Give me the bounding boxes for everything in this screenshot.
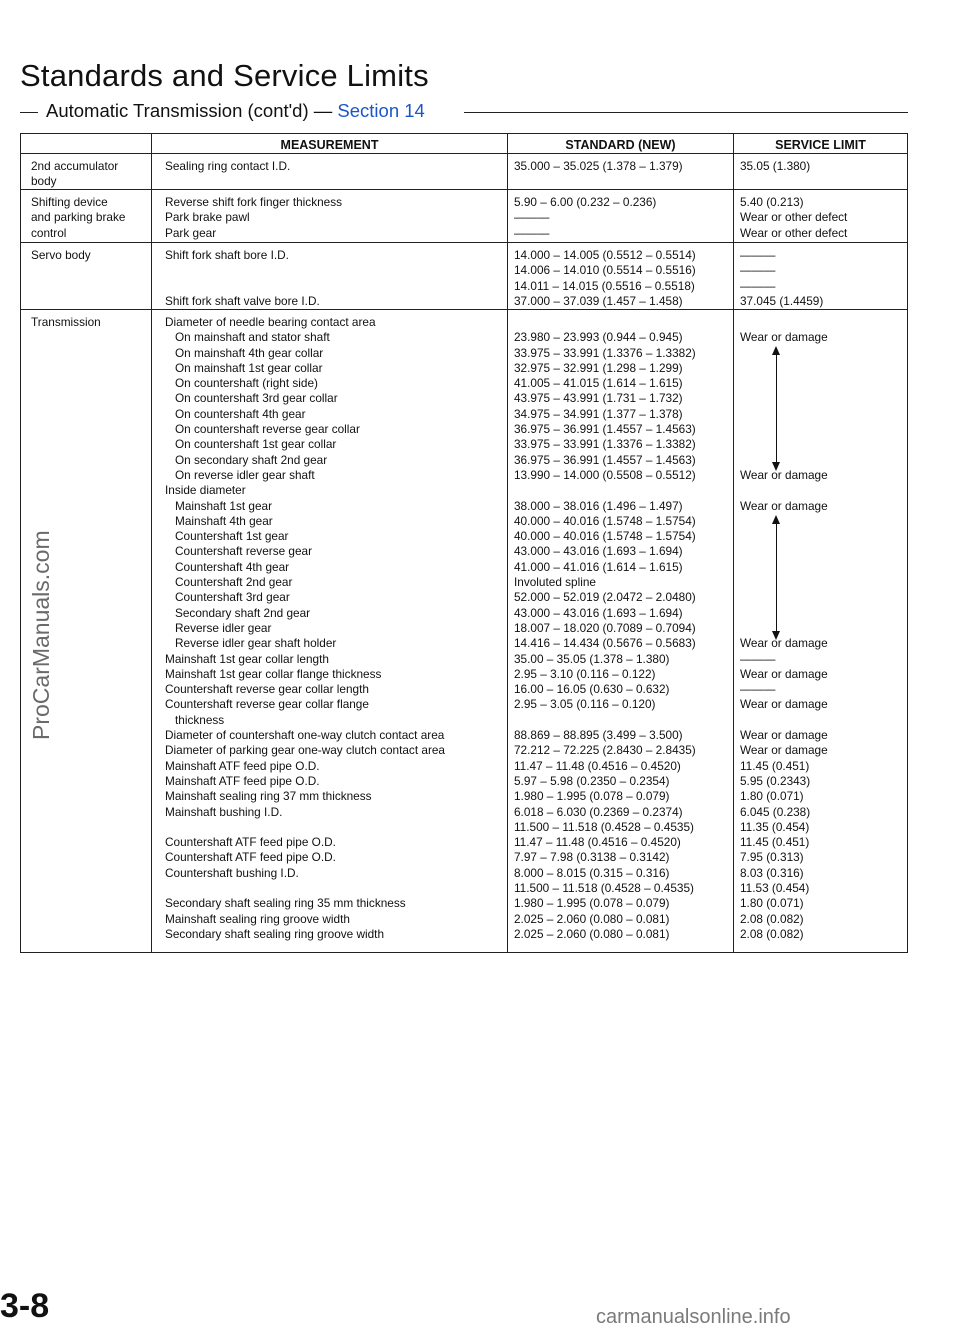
- table-line: Reverse idler gear: [175, 620, 272, 635]
- table-line: 8.03 (0.316): [740, 865, 804, 880]
- table-line: Wear or damage: [740, 636, 828, 651]
- table-line: 52.000 – 52.019 (2.0472 – 2.0480): [514, 590, 696, 605]
- table-line: Reverse idler gear shaft holder: [175, 636, 337, 651]
- table-line: 36.975 – 36.991 (1.4557 – 1.4563): [514, 422, 696, 437]
- table-line: Countershaft ATF feed pipe O.D.: [165, 835, 336, 850]
- table-line: 11.53 (0.454): [740, 880, 810, 895]
- table-line: On mainshaft 1st gear collar: [175, 360, 323, 375]
- table-line: Countershaft reverse gear collar length: [165, 682, 369, 697]
- table-line: Countershaft 4th gear: [175, 559, 290, 574]
- table-line: [740, 483, 906, 498]
- table-line: 35.05 (1.380): [740, 159, 811, 173]
- table-line: Shifting device: [31, 195, 108, 209]
- table-line: Wear or damage: [740, 697, 828, 712]
- table-line: Mainshaft ATF feed pipe O.D.: [165, 758, 320, 773]
- group-separator: [21, 189, 907, 190]
- table-line: 11.500 – 11.518 (0.4528 – 0.4535): [514, 880, 694, 895]
- table-line: ———: [740, 278, 776, 293]
- table-line: 11.500 – 11.518 (0.4528 – 0.4535): [514, 819, 694, 834]
- table-line: ———: [740, 682, 776, 697]
- table-line: 37.000 – 37.039 (1.457 – 1.458): [514, 293, 683, 308]
- table-line: 1.980 – 1.995 (0.078 – 0.079): [514, 896, 670, 911]
- spec-table: [20, 133, 908, 953]
- table-line: 40.000 – 40.016 (1.5748 – 1.5754): [514, 513, 696, 528]
- table-line: 36.975 – 36.991 (1.4557 – 1.4563): [514, 452, 696, 467]
- table-line: Countershaft 1st gear: [175, 529, 289, 544]
- table-line: On countershaft 4th gear: [175, 406, 306, 421]
- col-divider-part: [151, 134, 152, 952]
- table-line: Wear or damage: [740, 666, 828, 681]
- arrow-down-icon: [772, 462, 780, 471]
- table-line: 6.018 – 6.030 (0.2369 – 0.2374): [514, 804, 683, 819]
- footer-url[interactable]: carmanualsonline.info: [596, 1306, 791, 1328]
- table-line: 2.025 – 2.060 (0.080 – 0.081): [514, 926, 670, 941]
- table-line: 43.000 – 43.016 (1.693 – 1.694): [514, 544, 683, 559]
- table-line: 72.212 – 72.225 (2.8430 – 2.8435): [514, 743, 696, 758]
- table-line: 43.975 – 43.991 (1.731 – 1.732): [514, 391, 683, 406]
- table-line: 5.97 – 5.98 (0.2350 – 0.2354): [514, 773, 670, 788]
- table-line: [740, 529, 906, 544]
- table-line: 41.000 – 41.016 (1.614 – 1.615): [514, 559, 683, 574]
- table-line: 33.975 – 33.991 (1.3376 – 1.3382): [514, 437, 696, 452]
- table-line: 38.000 – 38.016 (1.496 – 1.497): [514, 498, 683, 513]
- table-line: ———: [740, 651, 776, 666]
- table-line: Involuted spline: [514, 575, 596, 590]
- table-line: Countershaft 3rd gear: [175, 590, 290, 605]
- header-measurement: MEASUREMENT: [280, 138, 379, 152]
- table-line: 88.869 – 88.895 (3.499 – 3.500): [514, 728, 683, 743]
- table-line: 2.95 – 3.05 (0.116 – 0.120): [514, 697, 656, 712]
- subtitle-rule-left: [20, 112, 38, 113]
- table-line: [740, 713, 906, 728]
- table-line: 43.000 – 43.016 (1.693 – 1.694): [514, 605, 683, 620]
- table-line: [740, 544, 906, 559]
- table-line: 14.000 – 14.005 (0.5512 – 0.5514): [514, 248, 696, 262]
- table-line: 5.95 (0.2343): [740, 773, 811, 788]
- table-line: Diameter of countershaft one-way clutch contact area: [165, 728, 445, 743]
- table-line: 2.08 (0.082): [740, 926, 804, 941]
- table-line: Mainshaft 1st gear: [175, 498, 273, 513]
- page-number: 3-8: [0, 1287, 50, 1325]
- limit-cell: [740, 248, 906, 309]
- table-line: Countershaft reverse gear collar flange: [165, 697, 369, 712]
- table-line: [165, 881, 505, 896]
- table-line: Wear or damage: [740, 743, 828, 758]
- table-line: Sealing ring contact I.D.: [165, 159, 291, 173]
- subtitle-rule-right: [464, 112, 908, 113]
- table-line: 37.045 (1.4459): [740, 293, 824, 308]
- table-line: [514, 315, 732, 330]
- table-line: [740, 391, 906, 406]
- table-line: Wear or other defect: [740, 225, 848, 240]
- table-line: Mainshaft bushing I.D.: [165, 804, 283, 819]
- arrow-up-icon: [772, 346, 780, 355]
- table-line: 14.416 – 14.434 (0.5676 – 0.5683): [514, 636, 696, 651]
- table-line: Countershaft 2nd gear: [175, 575, 293, 590]
- table-line: 2.08 (0.082): [740, 911, 804, 926]
- table-line: ———: [514, 225, 550, 240]
- table-line: 1.80 (0.071): [740, 789, 804, 804]
- table-line: Park brake pawl: [165, 210, 250, 225]
- table-line: On countershaft (right side): [175, 376, 318, 391]
- table-line: control: [31, 225, 67, 240]
- table-line: Transmission: [31, 315, 101, 329]
- table-line: 2nd accumulator: [31, 159, 119, 173]
- table-line: On countershaft 1st gear collar: [175, 437, 337, 452]
- table-line: 1.980 – 1.995 (0.078 – 0.079): [514, 789, 670, 804]
- header-separator: [21, 153, 907, 154]
- table-line: [514, 483, 732, 498]
- table-line: Wear or damage: [740, 498, 828, 513]
- range-arrow-inside-diameter: [776, 517, 777, 638]
- table-line: ———: [514, 210, 550, 225]
- col-divider-measurement: [507, 134, 508, 952]
- table-line: Park gear: [165, 225, 217, 240]
- table-line: Diameter of needle bearing contact area: [165, 315, 376, 329]
- table-line: Secondary shaft 2nd gear: [175, 605, 311, 620]
- table-line: [740, 407, 906, 422]
- table-line: 2.025 – 2.060 (0.080 – 0.081): [514, 911, 670, 926]
- part-cell: [31, 315, 149, 330]
- table-line: thickness: [175, 712, 225, 727]
- table-line: Countershaft reverse gear: [175, 544, 313, 559]
- table-line: 2.95 – 3.10 (0.116 – 0.122): [514, 666, 656, 681]
- group-separator: [21, 242, 907, 243]
- table-line: 5.90 – 6.00 (0.232 – 0.236): [514, 195, 657, 209]
- table-line: 5.40 (0.213): [740, 195, 804, 209]
- table-line: [740, 606, 906, 621]
- measurement-cell: [165, 159, 505, 174]
- table-line: [740, 514, 906, 529]
- table-line: Inside diameter: [165, 483, 246, 498]
- standard-cell: [514, 248, 732, 309]
- table-line: [740, 346, 906, 361]
- table-line: [165, 820, 505, 835]
- table-line: 40.000 – 40.016 (1.5748 – 1.5754): [514, 529, 696, 544]
- table-line: 11.45 (0.451): [740, 758, 810, 773]
- table-line: 8.000 – 8.015 (0.315 – 0.316): [514, 865, 670, 880]
- table-line: On secondary shaft 2nd gear: [175, 452, 328, 467]
- table-line: Shift fork shaft bore I.D.: [165, 248, 289, 262]
- table-line: 14.006 – 14.010 (0.5514 – 0.5516): [514, 263, 696, 278]
- table-line: [740, 453, 906, 468]
- table-line: [740, 422, 906, 437]
- table-line: 14.011 – 14.015 (0.5516 – 0.5518): [514, 278, 695, 293]
- measurement-cell: [165, 315, 505, 942]
- watermark: ProCarManuals.com: [28, 530, 54, 740]
- table-line: 23.980 – 23.993 (0.944 – 0.945): [514, 330, 683, 345]
- table-line: 7.95 (0.313): [740, 850, 804, 865]
- table-line: [165, 279, 505, 294]
- table-line: Wear or damage: [740, 728, 828, 743]
- table-line: [740, 361, 906, 376]
- table-line: Secondary shaft sealing ring groove width: [165, 926, 385, 941]
- table-line: 11.47 – 11.48 (0.4516 – 0.4520): [514, 835, 681, 850]
- table-line: On countershaft reverse gear collar: [175, 422, 360, 437]
- limit-cell: [740, 195, 906, 241]
- table-line: On reverse idler gear shaft: [175, 467, 315, 482]
- header-standard: STANDARD (NEW): [565, 138, 676, 152]
- table-line: 41.005 – 41.015 (1.614 – 1.615): [514, 376, 683, 391]
- table-line: [740, 437, 906, 452]
- page-title: Standards and Service Limits: [20, 58, 429, 93]
- table-line: ———: [740, 263, 776, 278]
- table-line: 35.000 – 35.025 (1.378 – 1.379): [514, 159, 683, 173]
- col-divider-standard: [733, 134, 734, 952]
- table-line: Mainshaft sealing ring 37 mm thickness: [165, 789, 372, 804]
- arrow-down-icon: [772, 631, 780, 640]
- measurement-cell: [165, 248, 505, 309]
- table-line: Mainshaft sealing ring groove width: [165, 911, 350, 926]
- table-line: [514, 713, 732, 728]
- table-line: On mainshaft and stator shaft: [175, 330, 330, 345]
- table-line: Countershaft bushing I.D.: [165, 865, 299, 880]
- table-line: 35.00 – 35.05 (1.378 – 1.380): [514, 651, 670, 666]
- table-line: Reverse shift fork finger thickness: [165, 195, 343, 209]
- table-line: 11.45 (0.451): [740, 835, 810, 850]
- table-line: [740, 560, 906, 575]
- table-line: [740, 376, 906, 391]
- table-line: Mainshaft 1st gear collar length: [165, 651, 329, 666]
- table-line: [740, 575, 906, 590]
- table-line: 34.975 – 34.991 (1.377 – 1.378): [514, 406, 683, 421]
- table-line: body: [31, 174, 57, 189]
- section-subtitle: [20, 100, 908, 124]
- standard-cell: [514, 159, 732, 174]
- table-line: Secondary shaft sealing ring 35 mm thickness: [165, 896, 406, 911]
- range-arrow-needle-bearing: [776, 348, 777, 469]
- table-line: Diameter of parking gear one-way clutch contact area: [165, 743, 445, 758]
- part-cell: [31, 248, 149, 263]
- standard-cell: [514, 315, 732, 942]
- table-line: [740, 621, 906, 636]
- table-line: Servo body: [31, 248, 91, 262]
- measurement-cell: [165, 195, 505, 241]
- table-line: Mainshaft 4th gear: [175, 513, 273, 528]
- table-line: On mainshaft 4th gear collar: [175, 345, 324, 360]
- table-line: [740, 590, 906, 605]
- table-line: Wear or damage: [740, 467, 828, 482]
- table-line: and parking brake: [31, 210, 126, 225]
- table-line: On countershaft 3rd gear collar: [175, 391, 338, 406]
- table-line: 7.97 – 7.98 (0.3138 – 0.3142): [514, 850, 670, 865]
- table-line: 18.007 – 18.020 (0.7089 – 0.7094): [514, 620, 696, 635]
- table-line: 16.00 – 16.05 (0.630 – 0.632): [514, 682, 670, 697]
- table-line: 13.990 – 14.000 (0.5508 – 0.5512): [514, 467, 696, 482]
- part-cell: [31, 159, 149, 190]
- table-line: 1.80 (0.071): [740, 896, 804, 911]
- standard-cell: [514, 195, 732, 241]
- subtitle-text: [46, 100, 425, 122]
- table-line: Wear or damage: [740, 330, 828, 345]
- table-line: [740, 315, 906, 330]
- table-line: ———: [740, 248, 776, 262]
- table-line: 11.47 – 11.48 (0.4516 – 0.4520): [514, 758, 681, 773]
- table-line: 32.975 – 32.991 (1.298 – 1.299): [514, 360, 683, 375]
- table-line: Mainshaft 1st gear collar flange thickness: [165, 666, 382, 681]
- subtitle-label: Automatic Transmission (cont'd) —: [46, 100, 338, 121]
- table-line: Shift fork shaft valve bore I.D.: [165, 293, 320, 308]
- limit-cell: [740, 159, 906, 174]
- limit-cell: [740, 315, 906, 942]
- table-line: [165, 263, 505, 278]
- part-cell: [31, 195, 149, 241]
- table-line: Mainshaft ATF feed pipe O.D.: [165, 773, 320, 788]
- header-service-limit: SERVICE LIMIT: [775, 138, 866, 152]
- table-line: 6.045 (0.238): [740, 804, 811, 819]
- table-line: Wear or other defect: [740, 210, 848, 225]
- table-line: 33.975 – 33.991 (1.3376 – 1.3382): [514, 345, 696, 360]
- table-line: Countershaft ATF feed pipe O.D.: [165, 850, 336, 865]
- section-link[interactable]: Section 14: [337, 100, 425, 121]
- arrow-up-icon: [772, 515, 780, 524]
- table-line: 11.35 (0.454): [740, 819, 810, 834]
